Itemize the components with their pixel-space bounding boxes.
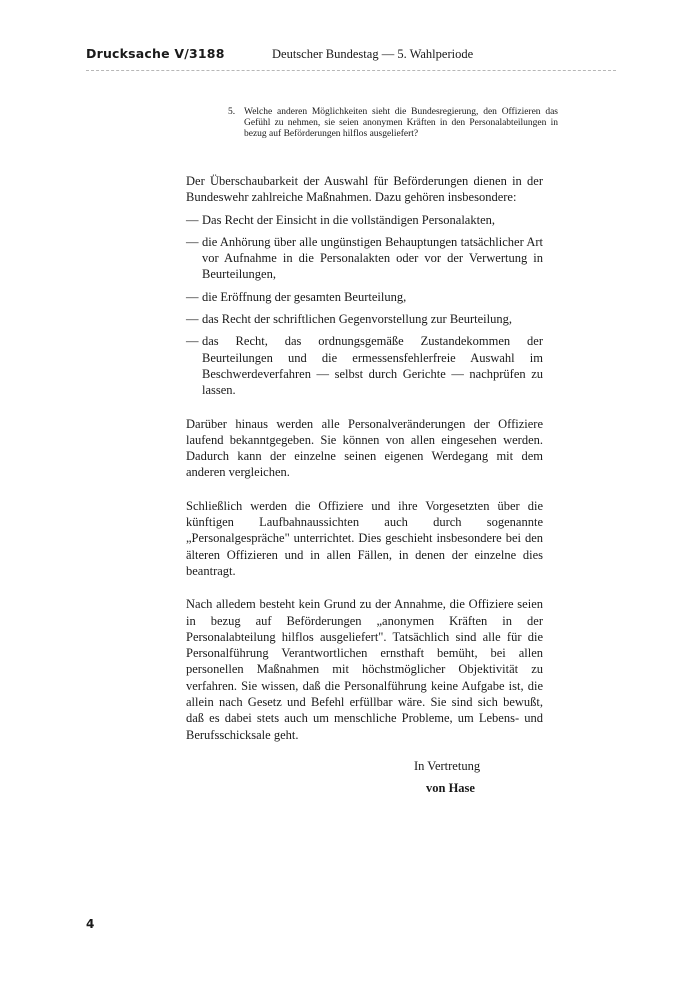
list-item: [186, 333, 543, 398]
dash-bullet: —: [186, 234, 199, 249]
measures-list: [186, 212, 543, 399]
signature-line: In Vertretung: [414, 759, 481, 773]
list-item: [186, 289, 543, 305]
list-item: [186, 311, 543, 327]
answer-body: [186, 173, 543, 743]
list-item-text: die Eröffnung der gesamten Beurteilung,: [202, 289, 407, 304]
page-header: [86, 46, 616, 66]
publisher-line: Deutscher Bundestag — 5. Wahlperiode: [272, 47, 474, 61]
paragraph-publication: Darüber hinaus werden alle Personalveränderungen der Offiziere laufend bekanntgegeben. Sie können von allen eingesehen werden. Dadurch kann der einzelne seinen eigenen Werdegang mit dem anderen vergleichen.: [186, 416, 543, 480]
dash-bullet: —: [186, 289, 199, 304]
list-item-text: Das Recht der Einsicht in die vollständigen Personalakten,: [202, 212, 495, 227]
list-item: [186, 234, 543, 283]
dash-bullet: —: [186, 212, 199, 227]
dash-bullet: —: [186, 334, 199, 349]
list-item: [186, 212, 543, 228]
signatory-name: von Hase: [426, 781, 475, 795]
question-number: 5.: [228, 107, 236, 117]
dash-bullet: —: [186, 312, 199, 327]
paragraph-conclusion: Nach alledem besteht kein Grund zu der Annahme, die Offiziere seien in bezug auf Beförderungen „anonymen Kräften in der Personalabteilung hilflos ausgeliefert". Tatsächlich sind alle für die Personalführung Verantwortlichen ernsthaft bemüht, bei allen personellen Maßnahmen mit höchstmöglicher Objektivität zu verfahren. Sie wissen, daß die Personalführung keine Aufgabe ist, die allein nach Gesetz und Befehl erfüllbar wäre. Sie sind sich bewußt, daß es dabei stets auch um menschliche Probleme, um Lebens- und Berufsschicksale geht.: [186, 597, 543, 742]
list-item-text: das Recht, das ordnungsgemäße Zustandekommen der Beurteilungen und die ermessensfehlerfreie Auswahl im Beschwerdeverfahren — selbst durch Gerichte — nachprüfen zu lassen.: [202, 334, 543, 398]
page-number: 4: [86, 917, 95, 931]
header-rule: [86, 70, 616, 71]
answer-intro: Der Überschaubarkeit der Auswahl für Beförderungen dienen in der Bundeswehr zahlreiche Maßnahmen. Dazu gehören insbesondere:: [186, 174, 543, 205]
question-block: [228, 107, 558, 140]
paragraph-career-talks: Schließlich werden die Offiziere und ihre Vorgesetzten über die künftigen Laufbahnaussichten auch durch sogenannte „Personalgespräche" unterrichtet. Dies geschieht insbesondere bei den älteren Offizieren und in allen Fällen, in denen der einzelne dies beantragt.: [186, 498, 543, 578]
document-number: Drucksache V/3188: [86, 46, 225, 61]
list-item-text: die Anhörung über alle ungünstigen Behauptungen tatsächlicher Art vor Aufnahme in die Personalakten oder vor der Verwertung in Beurteilungen,: [202, 234, 543, 282]
question-text: Welche anderen Möglichkeiten sieht die Bundesregierung, den Offizieren das Gefühl zu nehmen, sie seien anonymen Kräften in den Personalabteilungen in bezug auf Beförderungen hilflos ausgeliefert?: [244, 107, 558, 139]
list-item-text: das Recht der schriftlichen Gegenvorstellung zur Beurteilung,: [202, 312, 512, 327]
